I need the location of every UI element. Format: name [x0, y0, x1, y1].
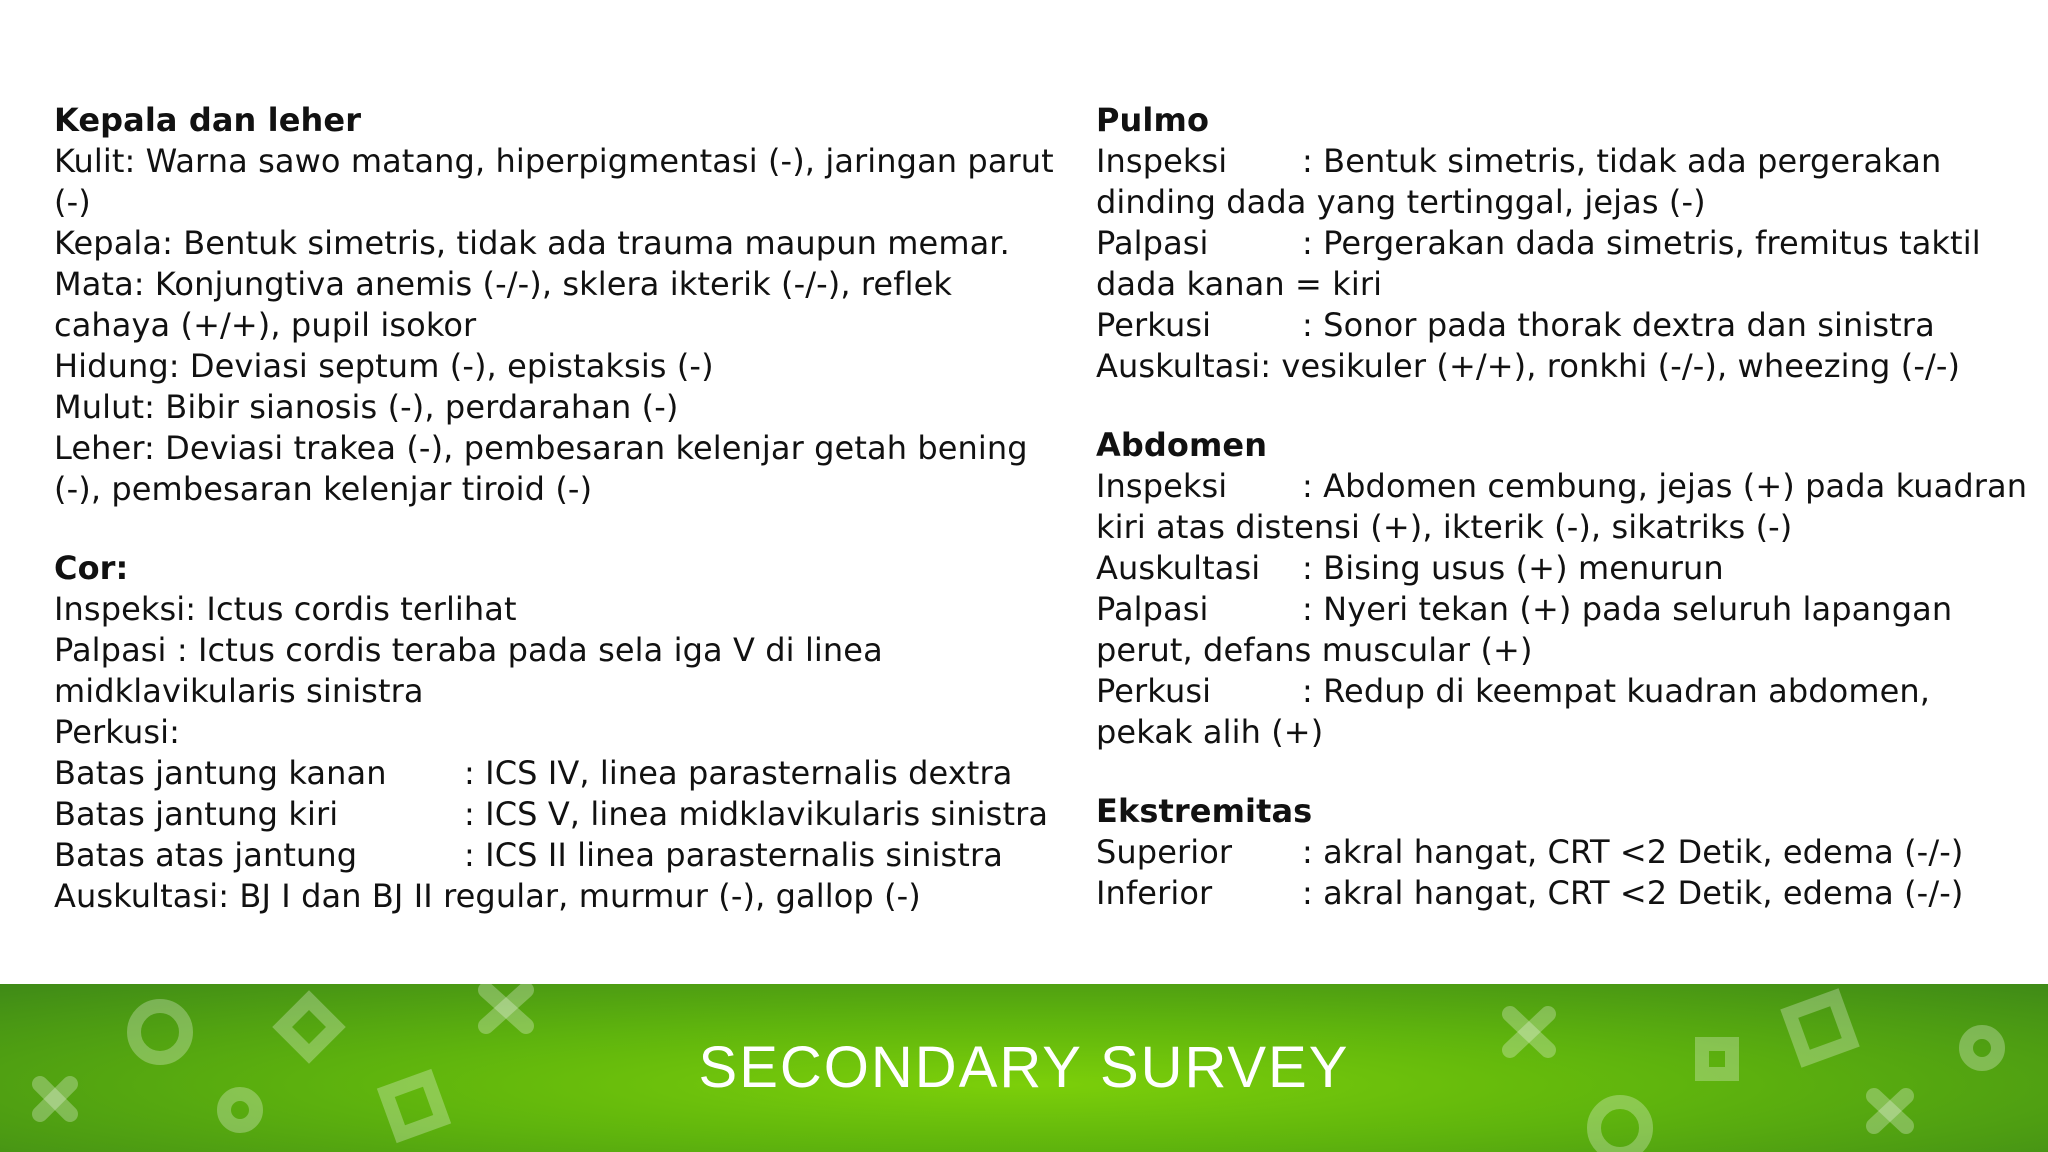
exam-value: : Pergerakan dada simetris, fremitus taktil dada kanan = kiri	[1096, 224, 1981, 303]
batas-value: : ICS IV, linea parasternalis dextra	[464, 754, 1013, 792]
exam-label: Superior	[1096, 833, 1233, 871]
batas-value: : ICS V, linea midklavikularis sinistra	[464, 795, 1049, 833]
exam-label: Auskultasi	[1096, 549, 1261, 587]
batas-label: Batas atas jantung	[54, 836, 358, 874]
exam-value: : Bising usus (+) menurun	[1302, 549, 1724, 587]
section-heading: Cor:	[54, 549, 129, 587]
exam-row	[1096, 589, 2036, 671]
exam-value: : akral hangat, CRT <2 Detik, edema (-/-)	[1302, 874, 1964, 912]
batas-label: Batas jantung kiri	[54, 795, 339, 833]
exam-label: Perkusi	[1096, 306, 1212, 344]
exam-line-perkusi: Perkusi:	[54, 713, 180, 751]
section-ekstremitas	[1096, 791, 2036, 914]
exam-row	[1096, 873, 2036, 914]
exam-line-mulut: Mulut: Bibir sianosis (-), perdarahan (-)	[54, 388, 679, 426]
section-heading: Abdomen	[1096, 426, 1268, 464]
exam-value: : Sonor pada thorak dextra dan sinistra	[1302, 306, 1935, 344]
exam-line-inspeksi: Inspeksi: Ictus cordis terlihat	[54, 590, 517, 628]
exam-line-leher: Leher: Deviasi trakea (-), pembesaran kelenjar getah bening (-), pembesaran kelenjar tiroid (-)	[54, 429, 1028, 508]
footer-banner	[0, 984, 2048, 1152]
left-column	[54, 100, 1064, 917]
section-abdomen	[1096, 425, 2036, 753]
exam-line-kulit: Kulit: Warna sawo matang, hiperpigmentasi (-), jaringan parut (-)	[54, 142, 1054, 221]
exam-label: Perkusi	[1096, 672, 1212, 710]
exam-value: : Abdomen cembung, jejas (+) pada kuadran kiri atas distensi (+), ikterik (-), sikatriks (-)	[1096, 467, 2028, 546]
exam-row	[1096, 548, 2036, 589]
exam-line-kepala: Kepala: Bentuk simetris, tidak ada trauma maupun memar.	[54, 224, 1010, 262]
section-cor	[54, 548, 1064, 917]
batas-row	[54, 753, 1064, 794]
section-heading: Kepala dan leher	[54, 101, 362, 139]
section-heading: Ekstremitas	[1096, 792, 1313, 830]
section-pulmo	[1096, 100, 2036, 387]
cross-icon	[486, 990, 526, 1026]
circle-ring-icon	[1594, 1102, 1646, 1152]
exam-label: Inspeksi	[1096, 142, 1228, 180]
exam-value: : akral hangat, CRT <2 Detik, edema (-/-)	[1302, 833, 1964, 871]
slide-title: SECONDARY SURVEY	[698, 1035, 1350, 1100]
exam-row	[1096, 671, 2036, 753]
exam-label: Palpasi	[1096, 590, 1209, 628]
exam-label: Inferior	[1096, 874, 1213, 912]
section-kepala-dan-leher	[54, 100, 1064, 510]
exam-line-auskultasi: Auskultasi: BJ I dan BJ II regular, murmur (-), gallop (-)	[54, 877, 921, 915]
batas-label: Batas jantung kanan	[54, 754, 387, 792]
exam-label: Inspeksi	[1096, 467, 1228, 505]
exam-line-hidung: Hidung: Deviasi septum (-), epistaksis (-)	[54, 347, 714, 385]
exam-row	[1096, 223, 2036, 305]
right-column	[1096, 100, 2036, 914]
section-heading: Pulmo	[1096, 101, 1210, 139]
exam-value: : Redup di keempat kuadran abdomen, pekak alih (+)	[1096, 672, 1931, 751]
batas-row	[54, 794, 1064, 835]
exam-row	[1096, 832, 2036, 873]
exam-row	[1096, 141, 2036, 223]
batas-row	[54, 835, 1064, 876]
exam-line-mata: Mata: Konjungtiva anemis (-/-), sklera ikterik (-/-), reflek cahaya (+/+), pupil isokor	[54, 265, 952, 344]
exam-line-auskultasi: Auskultasi: vesikuler (+/+), ronkhi (-/-), wheezing (-/-)	[1096, 347, 1961, 385]
exam-line-palpasi: Palpasi : Ictus cordis teraba pada sela iga V di linea midklavikularis sinistra	[54, 631, 883, 710]
exam-value: : Bentuk simetris, tidak ada pergerakan dinding dada yang tertinggal, jejas (-)	[1096, 142, 1942, 221]
exam-row	[1096, 466, 2036, 548]
exam-label: Palpasi	[1096, 224, 1209, 262]
exam-row	[1096, 305, 2036, 346]
exam-value: : Nyeri tekan (+) pada seluruh lapangan perut, defans muscular (+)	[1096, 590, 1953, 669]
batas-value: : ICS II linea parasternalis sinistra	[464, 836, 1003, 874]
